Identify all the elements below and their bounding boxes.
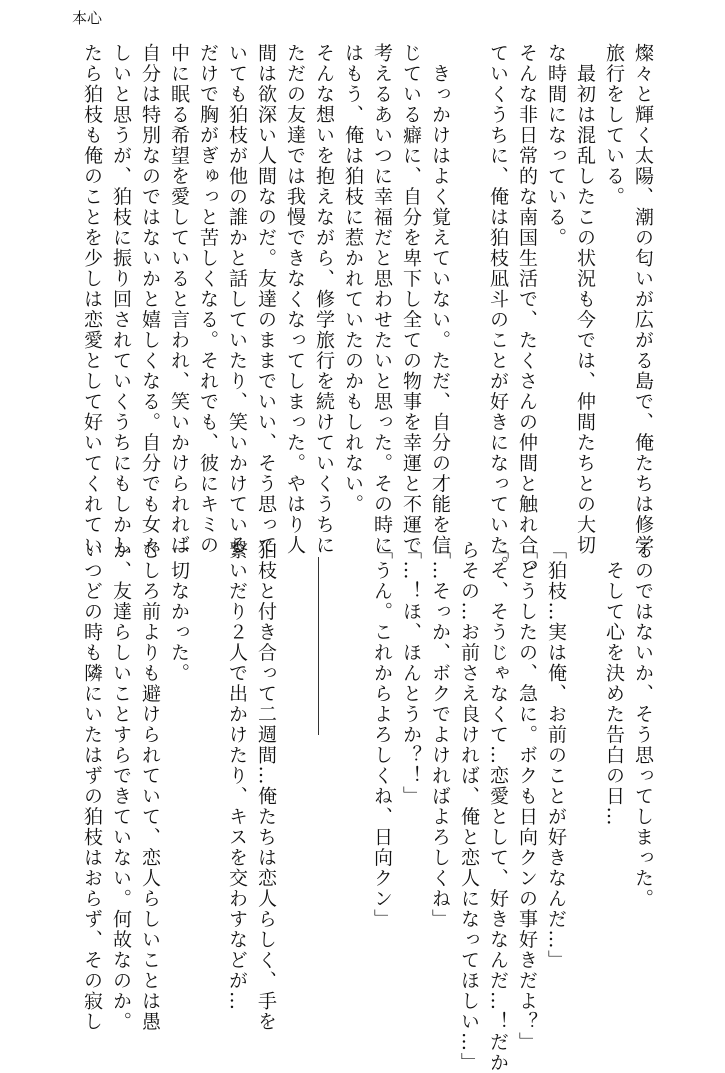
text-line: しいと思うが、狛枝に振り回されていくうちにもしかし bbox=[110, 43, 132, 556]
text-line: 「うん。これからよろしくね、日向クン」 bbox=[371, 540, 393, 930]
text-line: 自分は特別なのではないかと嬉しくなる。自分でも女々 bbox=[139, 43, 161, 556]
text-line bbox=[338, 540, 367, 1005]
text-line bbox=[309, 540, 338, 1005]
text-line: 燦々と輝く太陽、潮の匂いが広がる島で、俺たちは修学 bbox=[632, 43, 654, 556]
text-line: らその…お前さえ良ければ、俺と恋人になってほしい…」 bbox=[458, 540, 480, 1073]
text-line: 「そ、そうじゃなくて…恋愛として、好きなんだ…！だか bbox=[487, 540, 509, 1073]
text-line: いても狛枝が他の誰かと話していたり、笑いかけている bbox=[226, 43, 248, 556]
text-line: むしろ前よりも避けられていて、恋人らしいことは愚 bbox=[139, 540, 161, 1032]
text-line: そんな想いを抱えながら、修学旅行を続けていくうちに bbox=[313, 43, 335, 556]
text-line: そして心を決めた告白の日… bbox=[603, 540, 625, 827]
text-line: 「…そっか、ボクでよければよろしくね」 bbox=[429, 540, 451, 930]
text-line: 間は欲深い人間なのだ。友達のままでいい、そう思って bbox=[255, 43, 277, 556]
text-line: 「…！ほ、ほんとうか？！」 bbox=[400, 540, 422, 807]
text-line: 一切なかった。 bbox=[168, 540, 190, 684]
text-line: そんな非日常的な南国生活で、たくさんの仲間と触れ合っ bbox=[516, 43, 538, 576]
text-line: 最初は混乱したこの状況も今では、仲間たちとの大切 bbox=[574, 43, 596, 556]
text-line: いつどの時も隣にいたはずの狛枝はおらず、その寂し bbox=[81, 540, 103, 1032]
text-line: じている癖に、自分を卑下し全ての物事を幸運と不運で bbox=[400, 43, 422, 556]
text-line: 中に眠る希望を愛していると言われ、笑いかけられれば bbox=[168, 43, 190, 556]
text-line: 狛枝と付き合って二週間…俺たちは恋人らしく、手を bbox=[255, 540, 277, 1032]
text-line: な時間になっている。 bbox=[545, 43, 567, 248]
text-line: るのではないか、そう思ってしまった。 bbox=[632, 540, 654, 909]
page-header-title: 本心 bbox=[72, 9, 103, 27]
text-line: 「どうしたの、急に。ボクも日向クンの事好きだよ？」 bbox=[516, 540, 538, 1053]
text-line bbox=[454, 43, 483, 508]
text-line: ていくうちに、俺は狛枝凪斗のことが好きになっていた。 bbox=[487, 43, 509, 576]
text-line bbox=[193, 540, 222, 1005]
text-line: 繋いだり２人で出かけたり、キスを交わすなどが… bbox=[226, 540, 248, 1012]
lower-text-block bbox=[77, 540, 657, 1073]
text-line: きっかけはよく覚えていない。ただ、自分の才能を信 bbox=[429, 43, 451, 556]
text-line bbox=[570, 540, 599, 1005]
text-line bbox=[280, 540, 309, 1005]
text-line: ただの友達では我慢できなくなってしまった。やはり人 bbox=[284, 43, 306, 556]
text-line: はもう、俺は狛枝に惹かれていたのかもしれない。 bbox=[342, 43, 364, 515]
text-line: 考えるあいつに幸福だと思わせたいと思った。その時に bbox=[371, 43, 393, 556]
text-line: 旅行をしている。 bbox=[603, 43, 625, 207]
text-line: 「狛枝…実は俺、お前のことが好きなんだ…」 bbox=[545, 540, 567, 971]
upper-text-block bbox=[77, 43, 657, 576]
text-line: か、友達らしいことすらできていない。何故なのか。 bbox=[110, 540, 132, 1032]
text-line: だけで胸がぎゅっと苦しくなる。それでも、彼にキミの bbox=[197, 43, 219, 556]
text-line: たら狛枝も俺のことを少しは恋愛として好いてくれてい bbox=[81, 43, 103, 556]
